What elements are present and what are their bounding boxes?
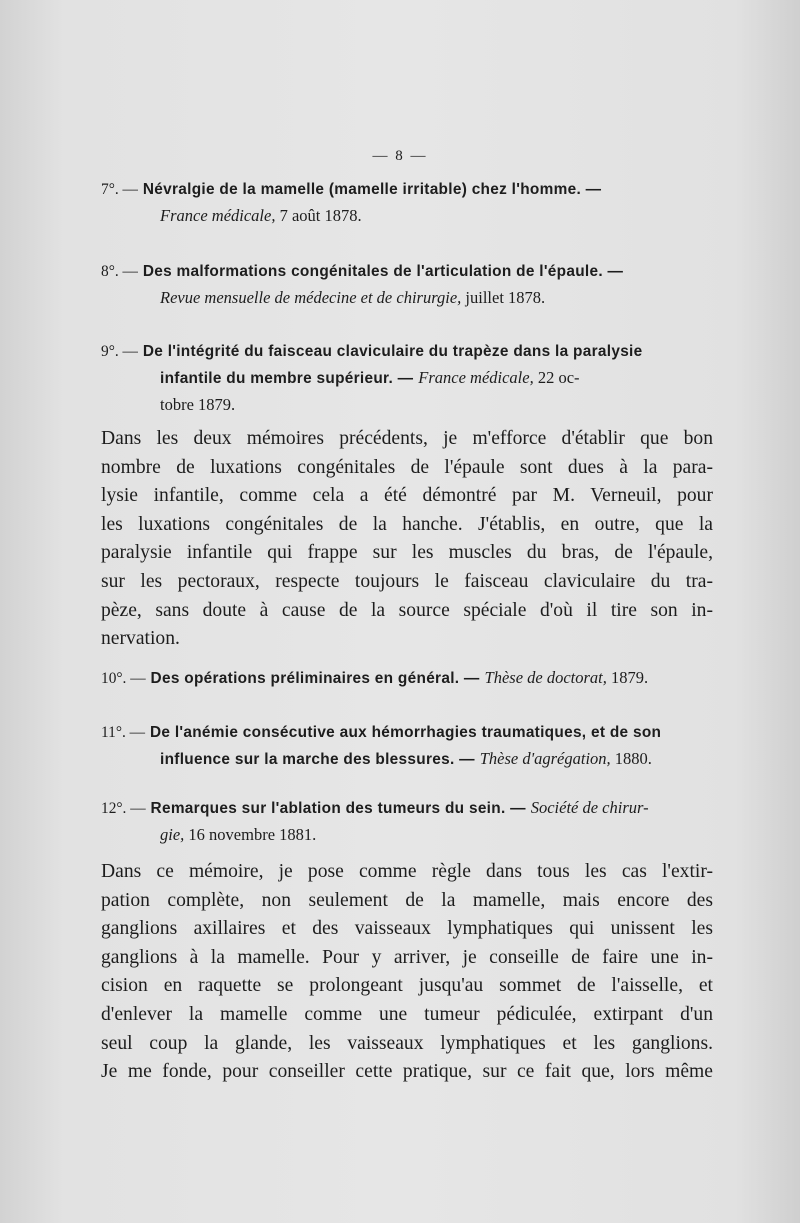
entry-title: Des opérations préliminaires en général. — <box>150 670 480 687</box>
entry-source-date: 7 août 1878. <box>275 206 362 225</box>
entry-number: 10°. — <box>101 670 146 687</box>
paragraph-line: paralysie infantile qui frappe sur les muscles du bras, de l'épaule, <box>101 542 713 564</box>
entry-number: 9°. — <box>101 343 138 360</box>
bibliography-entry-12 <box>101 795 713 848</box>
entry-title-line2 <box>101 365 713 392</box>
paragraph-line: cision en raquette se prolongeant jusqu'au sommet de l'aisselle, et <box>101 975 713 997</box>
entry-title-continued: influence sur la marche des blessures. — <box>160 751 475 768</box>
entry-source-italic: Revue mensuelle de médecine et de chirurgie, <box>160 288 462 307</box>
page-number: — 8 — <box>372 148 428 164</box>
paragraph-line: seul coup la glande, les vaisseaux lymphatiques et les ganglions. <box>101 1032 713 1054</box>
entry-source-line3: tobre 1879. <box>160 395 236 414</box>
paragraph-line: sur les pectoraux, respecte toujours le faisceau claviculaire du tra- <box>101 570 713 592</box>
paragraph-line: nervation. <box>101 628 180 650</box>
paragraph-line: lysie infantile, comme cela a été démontré par M. Verneuil, pour <box>101 485 713 507</box>
entry-title: Névralgie de la mamelle (mamelle irritable) chez l'homme. — <box>142 181 602 198</box>
entry-source-italic: France médicale, <box>418 368 534 387</box>
entry-source <box>101 285 713 311</box>
bibliography-entry-7 <box>101 176 713 229</box>
paragraph-line: Dans les deux mémoires précédents, je m'efforce d'établir que bon <box>101 428 713 449</box>
body-paragraph-1 <box>101 425 713 654</box>
entry-number: 12°. — <box>101 800 146 817</box>
entry-source-date: 22 oc- <box>533 368 580 387</box>
entry-source-date: juillet 1878. <box>461 288 546 307</box>
entry-number: 7°. — <box>101 181 138 198</box>
bibliography-entry-10 <box>101 665 713 692</box>
entry-source <box>101 203 713 229</box>
entry-title-continued: infantile du membre supérieur. — <box>160 370 414 387</box>
entry-number: 11°. — <box>101 724 146 741</box>
entry-source-date: 1880. <box>610 749 652 768</box>
entry-source-italic: France médicale, <box>160 206 276 225</box>
bibliography-entry-9 <box>101 338 713 418</box>
entry-source-italic: Thèse de doctorat, <box>484 668 607 687</box>
entry-title-line1: De l'anémie consécutive aux hémorrhagies traumatiques, et de son <box>149 724 662 741</box>
entry-source-date: 1879. <box>606 668 649 687</box>
paragraph-line: les luxations congénitales de la hanche. J'établis, en outre, que la <box>101 513 713 535</box>
entry-title: Remarques sur l'ablation des tumeurs du sein. — <box>150 800 526 817</box>
bibliography-entry-8 <box>101 258 713 311</box>
paragraph-line: d'enlever la mamelle comme une tumeur pédiculée, extirpant d'un <box>101 1003 713 1025</box>
paragraph-line: nombre de luxations congénitales de l'épaule sont dues à la para- <box>101 456 713 478</box>
entry-source-line2 <box>101 822 713 848</box>
paragraph-line: pation complète, non seulement de la mamelle, mais encore des <box>101 889 713 911</box>
entry-source-date: 16 novembre 1881. <box>184 825 317 844</box>
paragraph-line: pèze, sans doute à cause de la source spéciale d'où il tire son in- <box>101 599 713 621</box>
entry-source-italic: Thèse d'agrégation, <box>479 749 611 768</box>
bibliography-entry-11 <box>101 719 713 773</box>
paragraph-line: Je me fonde, pour conseiller cette pratique, sur ce fait que, lors même <box>101 1061 713 1083</box>
entry-title-line1: De l'intégrité du faisceau claviculaire du trapèze dans la paralysie <box>142 343 643 360</box>
entry-title: Des malformations congénitales de l'articulation de l'épaule. — <box>142 263 624 280</box>
body-paragraph-2 <box>101 858 713 1087</box>
paragraph-line: ganglions à la mamelle. Pour y arriver, je conseille de faire une in- <box>101 946 713 968</box>
entry-source-italic: Société de chirur- <box>530 798 649 817</box>
paragraph-line: Dans ce mémoire, je pose comme règle dans tous les cas l'extir- <box>101 861 713 882</box>
entry-number: 8°. — <box>101 263 138 280</box>
entry-source-italic-cont: gie, <box>160 825 185 844</box>
paragraph-line: ganglions axillaires et des vaisseaux lymphatiques qui unissent les <box>101 918 713 940</box>
entry-title-line2 <box>101 746 713 773</box>
